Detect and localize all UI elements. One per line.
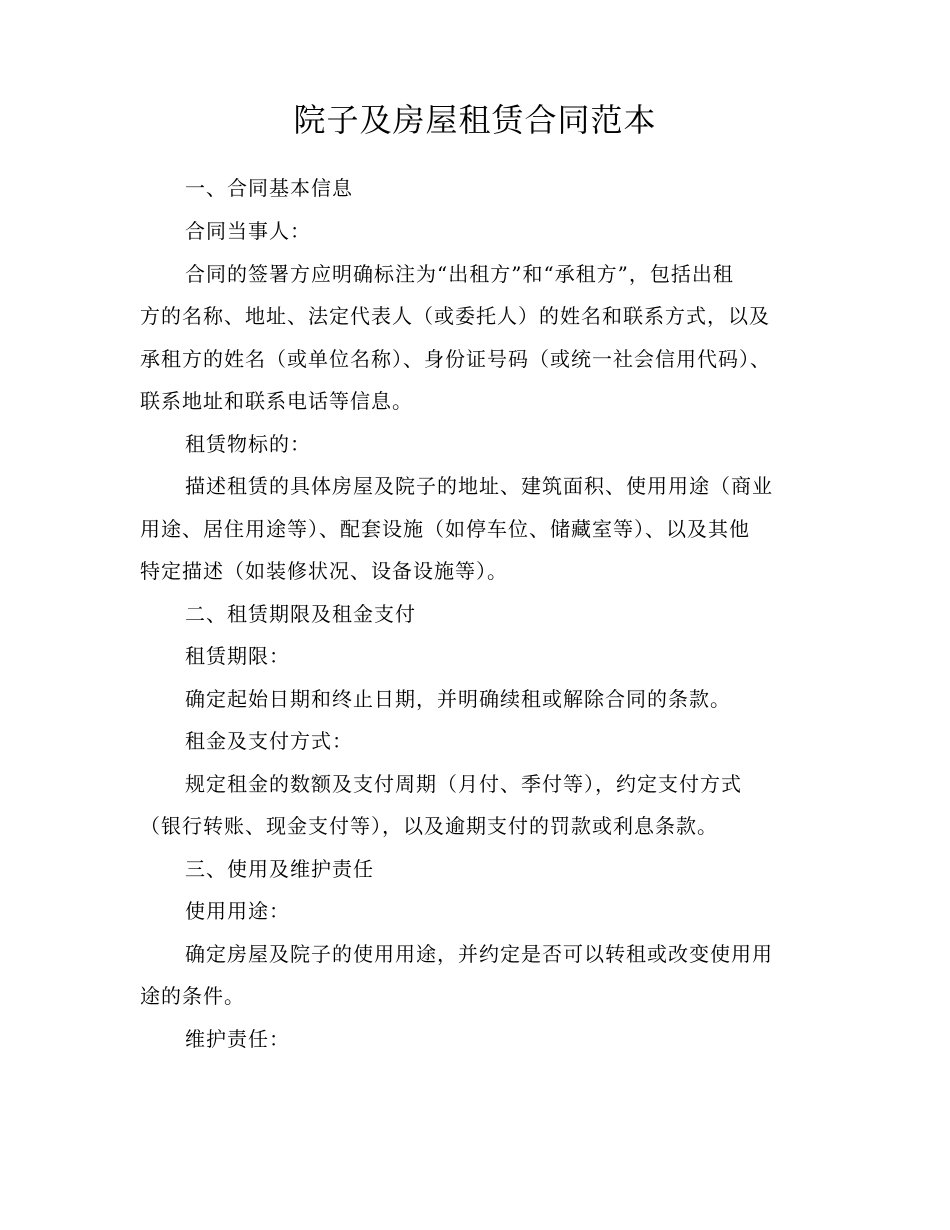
- paragraph-line: 描述租赁的具体房屋及院子的地址、建筑面积、使用用途（商业: [185, 474, 773, 498]
- section-heading-use-maintenance: 三、使用及维护责任: [185, 857, 374, 881]
- subheading-lease-term: 租赁期限：: [185, 644, 290, 668]
- paragraph-line: 规定租金的数额及支付周期（月付、季付等），约定支付方式: [185, 772, 742, 796]
- paragraph-line: 用途、居住用途等）、配套设施（如停车位、储藏室等）、以及其他: [140, 517, 750, 541]
- paragraph-line: 合同的签署方应明确标注为“出租方”和“承租方”，包括出租: [185, 262, 734, 286]
- subheading-use-purpose: 使用用途：: [185, 899, 290, 923]
- subheading-rent-payment: 租金及支付方式：: [185, 729, 353, 753]
- subheading-maintenance: 维护责任：: [185, 1027, 290, 1051]
- subheading-lease-object: 租赁物标的：: [185, 432, 311, 456]
- paragraph-line: （银行转账、现金支付等），以及逾期支付的罚款或利息条款。: [140, 814, 718, 838]
- paragraph-line: 确定起始日期和终止日期，并明确续租或解除合同的条款。: [185, 687, 731, 711]
- paragraph-line: 途的条件。: [140, 984, 245, 1008]
- paragraph-line: 承租方的姓名（或单位名称）、身份证号码（或统一社会信用代码）、: [140, 347, 771, 371]
- paragraph-line: 联系地址和联系电话等信息。: [140, 389, 413, 413]
- document-title: 院子及房屋租赁合同范本: [293, 101, 657, 139]
- section-heading-basic-info: 一、合同基本信息: [185, 176, 353, 200]
- subheading-parties: 合同当事人：: [185, 219, 311, 243]
- paragraph-line: 特定描述（如装修状况、设备设施等）。: [140, 559, 508, 583]
- section-heading-term-rent: 二、租赁期限及租金支付: [185, 602, 416, 626]
- paragraph-line: 方的名称、地址、法定代表人（或委托人）的姓名和联系方式，以及: [140, 304, 770, 328]
- paragraph-line: 确定房屋及院子的使用用途，并约定是否可以转租或改变使用用: [185, 942, 773, 966]
